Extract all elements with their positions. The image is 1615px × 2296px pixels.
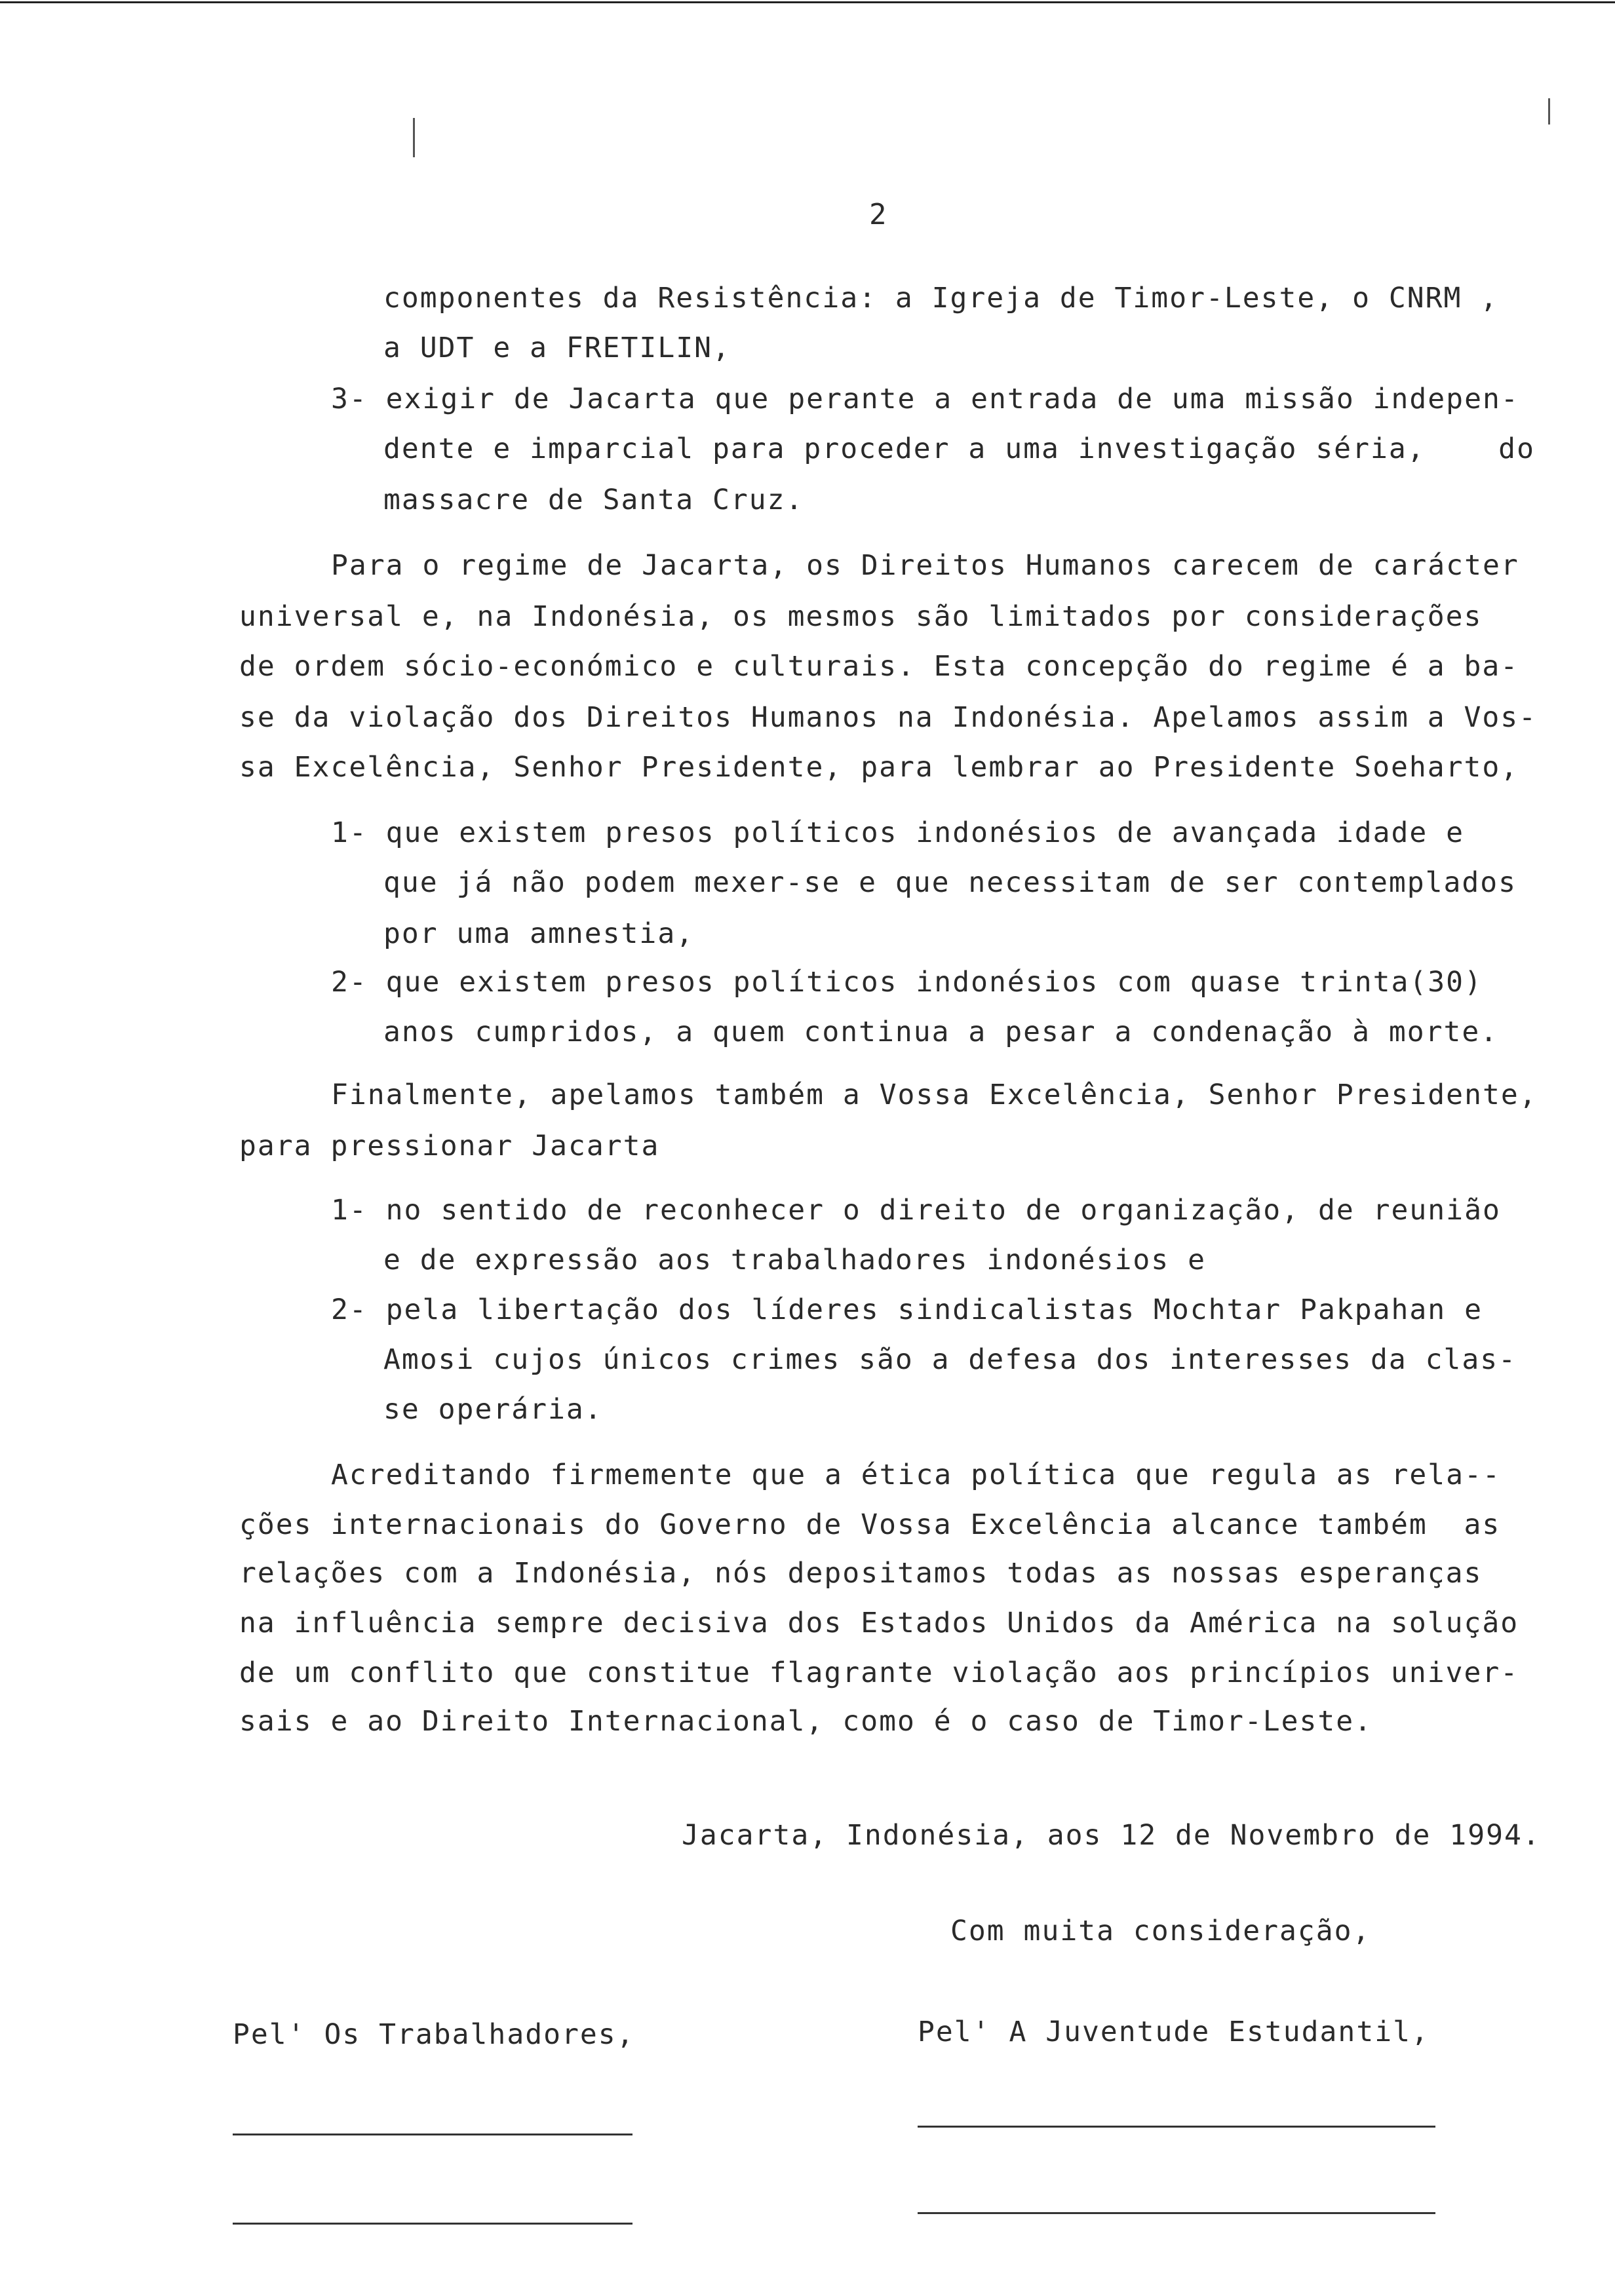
signature-line-right-2	[918, 2212, 1435, 2214]
dateline: Jacarta, Indonésia, aos 12 de Novembro de 1994.	[682, 1819, 1541, 1852]
text-line: de um conflito que constitue flagrante violação aos princípios univer-	[239, 1656, 1519, 1689]
page-number: 2	[869, 198, 887, 231]
signature-line-right-1	[918, 2126, 1435, 2128]
text-line: por uma amnestia,	[383, 917, 695, 950]
text-line: componentes da Resistência: a Igreja de Timor-Leste, o CNRM ,	[383, 282, 1499, 315]
text-line: ções internacionais do Governo de Vossa Excelência alcance também as	[239, 1508, 1501, 1541]
text-line: se da violação dos Direitos Humanos na Indonésia. Apelamos assim a Vos-	[239, 701, 1538, 734]
text-line: Para o regime de Jacarta, os Direitos Humanos carecem de carácter	[331, 549, 1519, 582]
text-line: que já não podem mexer-se e que necessitam de ser contemplados	[383, 866, 1517, 899]
text-line: na influência sempre decisiva dos Estados Unidos da América na solução	[239, 1607, 1519, 1639]
text-line: 3- exigir de Jacarta que perante a entrada de uma missão indepen-	[331, 383, 1519, 415]
text-line: 1- que existem presos políticos indonésios de avançada idade e	[331, 816, 1465, 849]
signatory-right: Pel' A Juventude Estudantil,	[918, 2016, 1430, 2048]
text-line: e de expressão aos trabalhadores indonésios e	[383, 1244, 1206, 1276]
text-line: a UDT e a FRETILIN,	[383, 332, 731, 364]
text-line: Finalmente, apelamos também a Vossa Excelência, Senhor Presidente,	[331, 1079, 1538, 1111]
text-line: Amosi cujos únicos crimes são a defesa dos interesses da clas-	[383, 1343, 1517, 1376]
signature-line-left-2	[233, 2223, 632, 2225]
text-line: 2- que existem presos políticos indonésios com quase trinta(30)	[331, 966, 1483, 999]
text-line: para pressionar Jacarta	[239, 1130, 660, 1162]
text-line: universal e, na Indonésia, os mesmos são limitados por considerações	[239, 600, 1483, 633]
signatory-left: Pel' Os Trabalhadores,	[233, 2018, 635, 2051]
text-line: 1- no sentido de reconhecer o direito de organização, de reunião	[331, 1194, 1501, 1227]
margin-tick	[413, 118, 415, 157]
margin-tick-right	[1548, 98, 1550, 124]
text-line: se operária.	[383, 1393, 603, 1426]
text-line: sais e ao Direito Internacional, como é o caso de Timor-Leste.	[239, 1705, 1373, 1738]
text-line: de ordem sócio-económico e culturais. Esta concepção do regime é a ba-	[239, 650, 1519, 683]
signature-line-left-1	[233, 2133, 632, 2135]
text-line: sa Excelência, Senhor Presidente, para lembrar ao Presidente Soeharto,	[239, 751, 1519, 784]
top-edge-line	[0, 1, 1615, 3]
closing: Com muita consideração,	[950, 1915, 1371, 1947]
text-line: Acreditando firmemente que a ética política que regula as rela--	[331, 1459, 1501, 1491]
text-line: relações com a Indonésia, nós depositamos todas as nossas esperanças	[239, 1557, 1483, 1590]
text-line: dente e imparcial para proceder a uma investigação séria, do	[383, 432, 1535, 465]
text-line: anos cumpridos, a quem continua a pesar a condenação à morte.	[383, 1016, 1499, 1048]
text-line: massacre de Santa Cruz.	[383, 484, 804, 516]
text-line: 2- pela libertação dos líderes sindicalistas Mochtar Pakpahan e	[331, 1293, 1483, 1326]
